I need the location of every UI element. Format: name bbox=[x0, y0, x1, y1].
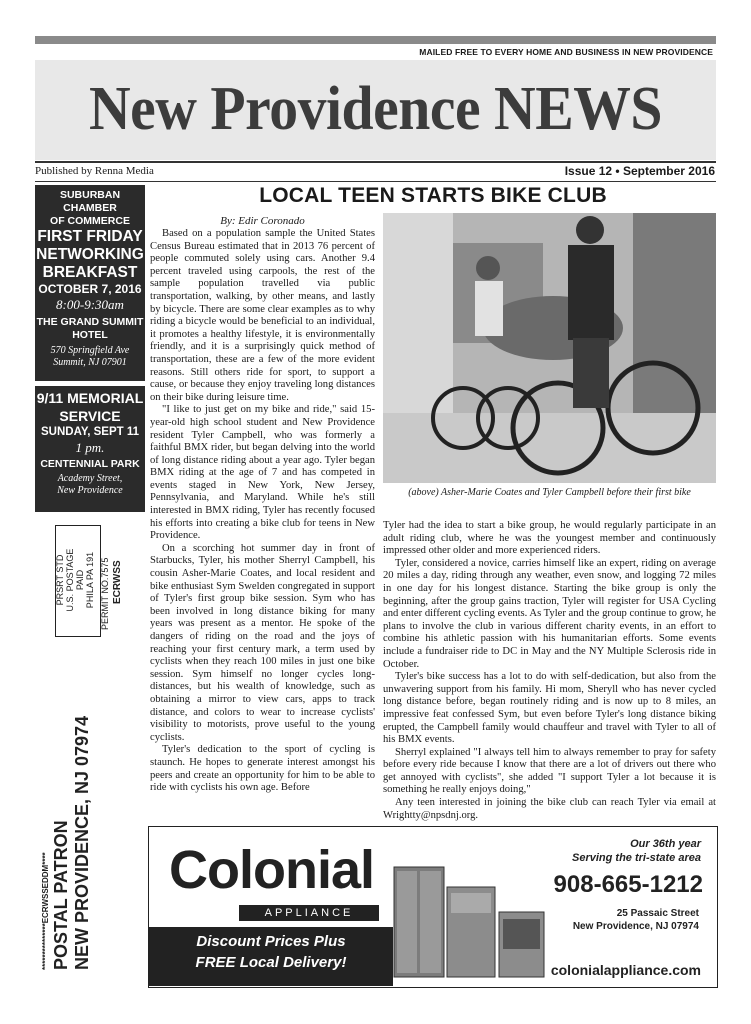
paragraph: Tyler's bike success has a lot to do with self-dedication, but also from the unwavering support from his family. Hi mom, Sheryll who has never cycled long distance before, began routinely riding and is now up to 8 miles, an impressive feat confessed Sym, but even before Tyler's long distance biking erupted, the Campbell family would chauffeur and travel with Tyler to all of his BMX events. bbox=[383, 671, 716, 746]
event1-line1: SUBURBAN CHAMBER bbox=[59, 189, 121, 214]
ad-year2: Serving the tri-state area bbox=[572, 852, 701, 864]
event2-addr1: Academy Street, bbox=[57, 473, 123, 484]
header-rule-lower bbox=[35, 181, 716, 182]
header-rule bbox=[35, 161, 716, 163]
photo-caption: (above) Asher-Marie Coates and Tyler Campbell before their first bike bbox=[408, 487, 691, 498]
ad-address bbox=[573, 907, 699, 933]
ecrwss-label: ECRWSS bbox=[112, 560, 123, 604]
article-column-1 bbox=[150, 228, 375, 794]
article-headline: LOCAL TEEN STARTS BIKE CLUB bbox=[259, 184, 607, 207]
postal-line1: POSTAL PATRON bbox=[51, 820, 71, 970]
publisher-line: Published by Renna Media bbox=[35, 165, 154, 177]
event2-venue: CENTENNIAL PARK bbox=[40, 458, 140, 470]
postal-stars: ***************ECRWSSEDDM**** bbox=[41, 852, 50, 970]
issue-line: Issue 12 • September 2016 bbox=[564, 164, 715, 178]
permit-line: PRSRT STD bbox=[55, 554, 65, 606]
event2-line2: SERVICE bbox=[59, 408, 121, 424]
ad-years bbox=[572, 837, 701, 865]
postal-line2: NEW PROVIDENCE, NJ 07974 bbox=[72, 715, 92, 970]
paragraph: Tyler, considered a novice, carries himself like an expert, riding on average 20 miles a day, riding through any weather, even snow, and logging 72 miles in one day for his longest distance. Starting the bike group is only the beginning, after the group gains traction, Tyler will register for USA Cycling and enter different cycling events. As Tyler and the group continue to grow, he plans to involve the club in various different charity events, in an effort to combine his athletic passion with his humanitarian efforts. Some events include a fundraiser ride to DC in May and the NY Multiple Sclerosis ride in October. bbox=[383, 557, 716, 670]
ad-year1: Our 36th year bbox=[630, 838, 701, 850]
event1-date: OCTOBER 7, 2016 bbox=[38, 282, 142, 296]
article-photo bbox=[383, 213, 716, 483]
ad-addr2: New Providence, NJ 07974 bbox=[572, 921, 699, 932]
ad-tag1: Discount Prices Plus bbox=[196, 933, 346, 950]
article-column-2 bbox=[383, 520, 716, 821]
ad-logo: Colonial bbox=[169, 840, 374, 900]
event1-line2: OF COMMERCE bbox=[50, 215, 130, 227]
ad-phone: 908-665-1212 bbox=[553, 871, 703, 898]
mailed-notice: MAILED FREE TO EVERY HOME AND BUSINESS IN NEW PROVIDENCE bbox=[419, 47, 713, 57]
permit-line: PAID bbox=[75, 569, 85, 591]
paragraph: Based on a population sample the United States Census Bureau estimated that in 2013 76 percent of people commuted solely using cars. Another 9.4 percent traveled using carpools, the rest of the sample population travelled via public transportation, walking, by other means, and lastly by bicycle. There are some clear examples as to why riding a bicycle would be beneficial to an individual, it promotes a healthy lifestyle, it is environmentally friendly, and it is a surprisingly quick method of transportation, these are a few of the more evident reasons. Still others ride for sport, to support a cause, or because they enjoy traveling long distances on their bike during leisure time. bbox=[150, 228, 375, 403]
ad-tagline bbox=[159, 931, 383, 973]
paragraph: "I like to just get on my bike and ride," said 15-year-old high school student and New Providence resident Tyler Campbell, who was formerly a faithful BMX rider, but began delving into the world of long distance riding about a year ago. Tyler began BMX riding at the age of 7 and has competed in events staged in New York, New Jersey, Pennsylvania, and Maryland. While he's still interested in BMX riding, Tyler has recently focused his efforts into creating a bike club for teens in New Providence. bbox=[150, 404, 375, 542]
event1-line3: FIRST FRIDAY bbox=[37, 228, 143, 245]
event1-line4: NETWORKING bbox=[36, 246, 144, 263]
event1-line5: BREAKFAST bbox=[42, 264, 138, 281]
paragraph: Sherryl explained "I always tell him to always remember to pray for safety before every ride because I know that there are a lot of drivers out there who get annoyed with cyclists", she added "I support Tyler a lot because it is something he really enjoys doing," bbox=[383, 746, 716, 796]
appliances-icon bbox=[389, 857, 549, 982]
article-byline: By: Edir Coronado bbox=[220, 215, 305, 227]
ad-addr1: 25 Passaic Street bbox=[616, 908, 699, 919]
event1-time: 8:00-9:30am bbox=[56, 297, 124, 312]
ad-tag2: FREE Local Delivery! bbox=[195, 954, 347, 971]
permit-line: PHILA PA 191 bbox=[85, 551, 95, 609]
permit-number: PERMIT NO.7575 bbox=[100, 557, 110, 630]
permit-line: U.S. POSTAGE bbox=[65, 548, 75, 612]
paragraph: On a scorching hot summer day in front of Starbucks, Tyler, his mother Sherryl Campbell, his cousin Asher-Marie Coates, and local resident and bike enthusiast Sym Swelden congregated in support of Tyler's first group bike session. Sym who has been involved in long distance biking for many years was present as a mentor. He spoke of the dangers of riding on the road and the joys of reaching your first century mark, a term used by cyclists when they reach 100 miles in just one bike session. Sym himself no longer cycles long-distances, but his wealth of knowledge, such as obtaining a mirror to view cars, apps to track distance, and colors to wear to increase cyclists' visibility to motorists, prove useful to the young cyclists. bbox=[150, 542, 375, 743]
paragraph: Tyler's dedication to the sport of cycling is staunch. He hopes to generate interest amongst his peers and create an opportunity for him to be able to ride with cyclists his own age. Before bbox=[150, 744, 375, 794]
memorial-event-box bbox=[35, 386, 145, 512]
event2-line1: 9/11 MEMORIAL bbox=[36, 390, 144, 406]
postage-permit-text bbox=[55, 525, 99, 635]
event1-addr1: 570 Springfield Ave bbox=[50, 345, 130, 356]
event2-addr2: New Providence bbox=[57, 485, 123, 496]
postal-patron-block bbox=[40, 670, 110, 970]
event2-date: SUNDAY, SEPT 11 bbox=[40, 426, 139, 438]
event2-time: 1 pm. bbox=[75, 440, 105, 455]
paragraph: Tyler had the idea to start a bike group, he would regularly participate in an adult riding club, where he was the youngest member and continuously impressed other older and more experienced riders. bbox=[383, 520, 716, 557]
colonial-appliance-ad bbox=[148, 826, 718, 988]
event1-venue2: HOTEL bbox=[72, 329, 108, 341]
masthead bbox=[35, 60, 716, 160]
event1-venue1: THE GRAND SUMMIT bbox=[36, 316, 144, 328]
paragraph: Any teen interested in joining the bike club can reach Tyler via email at Wrightty@npsdnj.org. bbox=[383, 797, 716, 821]
masthead-title: New Providence NEWS bbox=[88, 75, 663, 143]
ad-website: colonialappliance.com bbox=[550, 962, 701, 978]
top-rule bbox=[35, 36, 716, 44]
ad-sublogo: APPLIANCE bbox=[239, 905, 379, 921]
event1-addr2: Summit, NJ 07901 bbox=[53, 357, 127, 368]
cyclists-photo-illustration bbox=[383, 213, 716, 483]
chamber-event-box bbox=[35, 185, 145, 381]
